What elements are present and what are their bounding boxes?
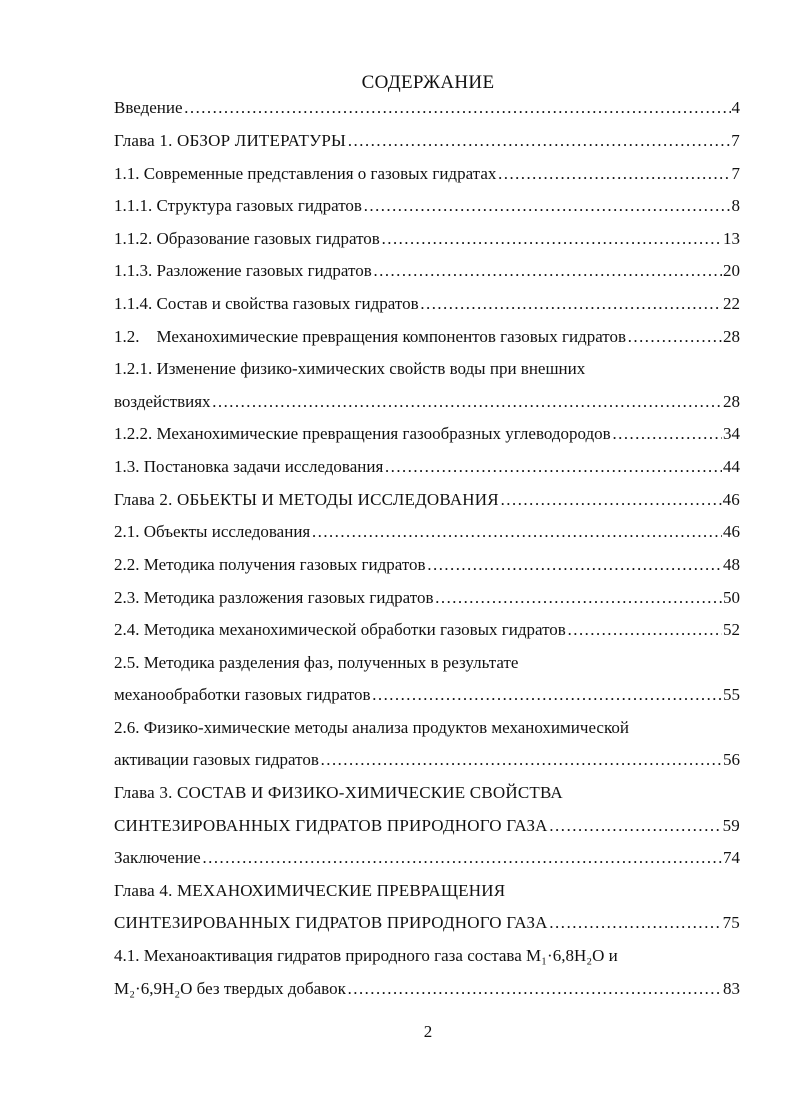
toc-entry-text: 2.1. Объекты исследования — [114, 522, 311, 541]
dot-leader — [381, 229, 722, 249]
toc-entry-page: 56 — [723, 750, 740, 769]
toc-entry-1-3 — [114, 451, 740, 477]
toc-entry-text: 1.1.3. Разложение газовых гидратов — [114, 261, 372, 280]
toc-entry-page: 7 — [731, 164, 740, 183]
toc-title: СОДЕРЖАНИЕ — [361, 72, 495, 93]
toc-entry-page: 46 — [722, 490, 740, 509]
dot-leader — [435, 588, 723, 608]
toc-entry-1-2-1-cont — [114, 386, 740, 412]
toc-entry-text: 1.3. Постановка задачи исследования — [114, 457, 384, 476]
toc-entry-text: 2.3. Методика разложения газовых гидратов — [114, 588, 434, 607]
toc-entry-text: 4.1. Механоактивация гидратов природного газа состава M₁·6,8H₂O и — [114, 946, 618, 965]
toc-entry-2-3 — [114, 582, 740, 608]
toc-entry-page: 7 — [731, 131, 740, 150]
dot-leader — [202, 848, 722, 868]
toc-entry-text: механообработки газовых гидратов — [114, 685, 371, 704]
toc-entry-1-2-2 — [114, 418, 740, 444]
toc-entry-page: 4 — [731, 98, 740, 117]
toc-entry-1-1-2 — [114, 223, 740, 249]
dot-leader — [549, 913, 722, 933]
dot-leader — [612, 424, 722, 444]
toc-entry-4-1 — [114, 940, 740, 966]
toc-entry-introduction — [114, 92, 740, 118]
toc-entry-conclusion — [114, 842, 740, 868]
toc-entry-text: активации газовых гидратов — [114, 750, 319, 769]
toc-entry-text: 1.2.2. Механохимические превращения газообразных углеводородов — [114, 424, 611, 443]
toc-entry-text: 2.6. Физико-химические методы анализа продуктов механохимической — [114, 718, 629, 737]
toc-entry-2-1 — [114, 516, 740, 542]
toc-entry-text: Глава 3. СОСТАВ И ФИЗИКО-ХИМИЧЕСКИЕ СВОЙСТВА — [114, 783, 563, 802]
toc-entry-page: 8 — [731, 196, 740, 215]
dot-leader — [184, 98, 731, 118]
dot-leader — [500, 490, 722, 510]
toc-entry-2-6-cont — [114, 744, 740, 770]
toc-entry-page: 34 — [723, 424, 740, 443]
toc-entry-2-5 — [114, 647, 740, 673]
toc-entry-page: 22 — [723, 294, 740, 313]
toc-entry-text: 1.1.2. Образование газовых гидратов — [114, 229, 380, 248]
toc-entry-chapter-3 — [114, 777, 740, 803]
toc-entry-page: 28 — [723, 327, 740, 346]
toc-entry-text: M₂·6,9H₂O без твердых добавок — [114, 979, 346, 998]
toc-entry-page: 44 — [723, 457, 740, 476]
dot-leader — [363, 196, 731, 216]
toc-entry-chapter-4 — [114, 875, 740, 901]
toc-entry-text: Глава 1. ОБЗОР ЛИТЕРАТУРЫ — [114, 131, 347, 150]
toc-entry-2-5-cont — [114, 679, 740, 705]
dot-leader — [372, 685, 722, 705]
toc-entry-1-1-1 — [114, 190, 740, 216]
toc-entry-text: Глава 2. ОБЬЕКТЫ И МЕТОДЫ ИССЛЕДОВАНИЯ — [114, 490, 499, 509]
toc-entry-1-1 — [114, 158, 740, 184]
toc-entry-1-1-4 — [114, 288, 740, 314]
dot-leader — [567, 620, 722, 640]
dot-leader — [212, 392, 722, 412]
toc-entry-text: 1.1. Современные представления о газовых гидратах — [114, 164, 497, 183]
toc-entry-text: Глава 4. МЕХАНОХИМИЧЕСКИЕ ПРЕВРАЩЕНИЯ — [114, 881, 506, 900]
toc-entry-2-6 — [114, 712, 740, 738]
dot-leader — [497, 164, 730, 184]
toc-entry-text: 2.2. Методика получения газовых гидратов — [114, 555, 426, 574]
toc-entry-2-4 — [114, 614, 740, 640]
toc-entry-text: 1.1.1. Структура газовых гидратов — [114, 196, 362, 215]
toc-entry-chapter-3-cont — [114, 810, 740, 836]
toc-entry-chapter-2 — [114, 484, 740, 510]
toc-entry-page: 46 — [723, 522, 740, 541]
dot-leader — [427, 555, 722, 575]
dot-leader — [320, 750, 722, 770]
toc-entry-4-1-cont — [114, 973, 740, 999]
dot-leader — [420, 294, 722, 314]
toc-entry-text: 1.2.1. Изменение физико-химических свойств воды при внешних — [114, 359, 586, 378]
dot-leader — [347, 131, 730, 151]
toc-entry-text: 2.5. Методика разделения фаз, полученных в результате — [114, 653, 519, 672]
dot-leader — [627, 327, 722, 347]
toc-entry-page: 75 — [722, 913, 740, 932]
toc-entry-chapter-1 — [114, 125, 740, 151]
toc-entry-2-2 — [114, 549, 740, 575]
toc-entry-text: Введение — [114, 98, 183, 117]
toc-entry-page: 74 — [723, 848, 740, 867]
toc-entry-page: 13 — [723, 229, 740, 248]
toc-entry-text: СИНТЕЗИРОВАННЫХ ГИДРАТОВ ПРИРОДНОГО ГАЗА — [114, 913, 548, 932]
toc-entry-text: воздействиях — [114, 392, 211, 411]
toc-entry-page: 28 — [723, 392, 740, 411]
toc-entry-text: 1.2. Механохимические превращения компонентов газовых гидратов — [114, 327, 627, 346]
dot-leader — [311, 522, 722, 542]
toc-entry-1-2 — [114, 321, 740, 347]
toc-entry-chapter-4-cont — [114, 907, 740, 933]
toc-entry-text: СИНТЕЗИРОВАННЫХ ГИДРАТОВ ПРИРОДНОГО ГАЗА — [114, 816, 548, 835]
toc-entry-text: Заключение — [114, 848, 201, 867]
toc-entry-1-2-1 — [114, 353, 740, 379]
page-number: 2 — [423, 1022, 433, 1041]
toc-entry-page: 20 — [723, 261, 740, 280]
toc-entry-page: 50 — [723, 588, 740, 607]
toc-entry-text: 1.1.4. Состав и свойства газовых гидратов — [114, 294, 419, 313]
toc-entry-1-1-3 — [114, 255, 740, 281]
toc-entry-page: 83 — [723, 979, 740, 998]
dot-leader — [347, 979, 722, 999]
dot-leader — [373, 261, 722, 281]
toc-entry-page: 59 — [722, 816, 740, 835]
dot-leader — [549, 816, 722, 836]
toc-entry-page: 52 — [723, 620, 740, 639]
toc-entry-page: 48 — [723, 555, 740, 574]
toc-entry-text: 2.4. Методика механохимической обработки газовых гидратов — [114, 620, 566, 639]
dot-leader — [384, 457, 722, 477]
toc-entry-page: 55 — [723, 685, 740, 704]
